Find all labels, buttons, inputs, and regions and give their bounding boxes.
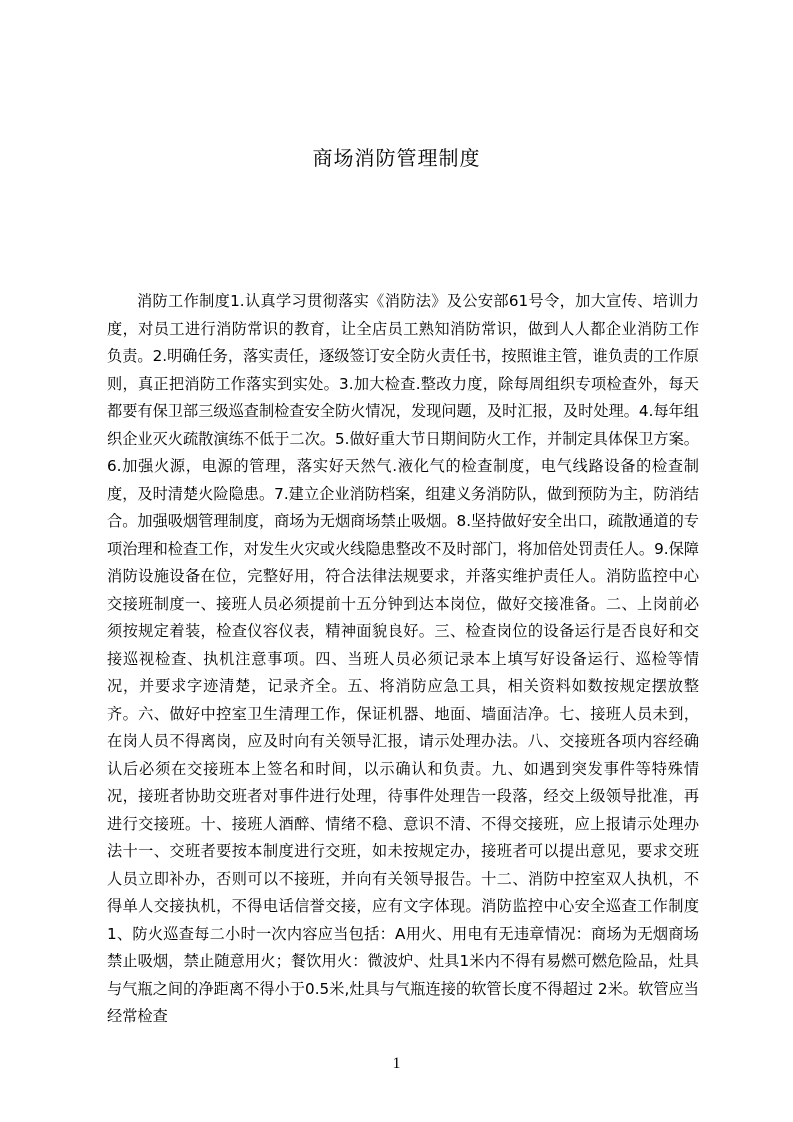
page-number: 1: [392, 1055, 401, 1072]
document-title: 商场消防管理制度: [312, 146, 481, 170]
document-body: 消防工作制度1.认真学习贯彻落实《消防法》及公安部61号令，加大宣传、培训力度，对员工进行消防常识的教育，让全店员工熟知消防常识，做到人人都企业消防工作负责。2.明确任务，落实责任，逐级签订安全防火责任书，按照谁主管，谁负责的工作原则，真正把消防工作落实到实处。3.加大检查.整改力度，除每周组织专项检查外，每天都要有保卫部三级巡查制检查安全防火情况，发现问题，及时汇报，及时处理。4.每年组织企业灭火疏散演练不低于二次。5.做好重大节日期间防火工作，并制定具体保卫方案。6.加强火源，电源的管理，落实好天然气.液化气的检查制度，电气线路设备的检查制度，及时清楚火险隐患。7.建立企业消防档案，组建义务消防队，做到预防为主，防消结合。加强吸烟管理制度，商场为无烟商场禁止吸烟。8.坚持做好安全出口，疏散通道的专项治理和检查工作，对发生火灾或火线隐患整改不及时部门，将加倍处罚责任人。9.保障消防设施设备在位，完整好用，符合法律法规要求，并落实维护责任人。消防监控中心交接班制度一、接班人员必须提前十五分钟到达本岗位，做好交接准备。二、上岗前必须按规定着装，检查仪容仪表，精神面貌良好。三、检查岗位的设备运行是否良好和交接巡视检查、执机注意事项。四、当班人员必须记录本上填写好设备运行、巡检等情况，并要求字迹清楚，记录齐全。五、将消防应急工具，相关资料如数按规定摆放整齐。六、做好中控室卫生清理工作，保证机器、地面、墙面洁净。七、接班人员未到，在岗人员不得离岗，应及时向有关领导汇报，请示处理办法。八、交接班各项内容经确认后必须在交接班本上签名和时间，以示确认和负责。九、如遇到突发事件等特殊情况，接班者协助交班者对事件进行处理，待事件处理告一段落，经交上级领导批准，再进行交接班。十、接班人酒醉、情绪不稳、意识不清、不得交接班，应上报请示处理办法十一、交班者要按本制度进行交班，如未按规定办，接班者可以提出意见，要求交班人员立即补办，否则可以不接班，并向有关领导报告。十二、消防中控室双人执机，不得单人交接执机，不得电话信誉交接，应有文字体现。消防监控中心安全巡查工作制度1、防火巡查每二小时一次内容应当包括：A用火、用电有无违章情况：商场为无烟商场禁止吸烟，禁止随意用火；餐饮用火：微波炉、灶具1米内不得有易燃可燃危险品，灶具与气瓶之间的净距离不得小于0.5米,灶具与气瓶连接的软管长度不得超过 2米。软管应当经常检查: [107, 292, 699, 1025]
